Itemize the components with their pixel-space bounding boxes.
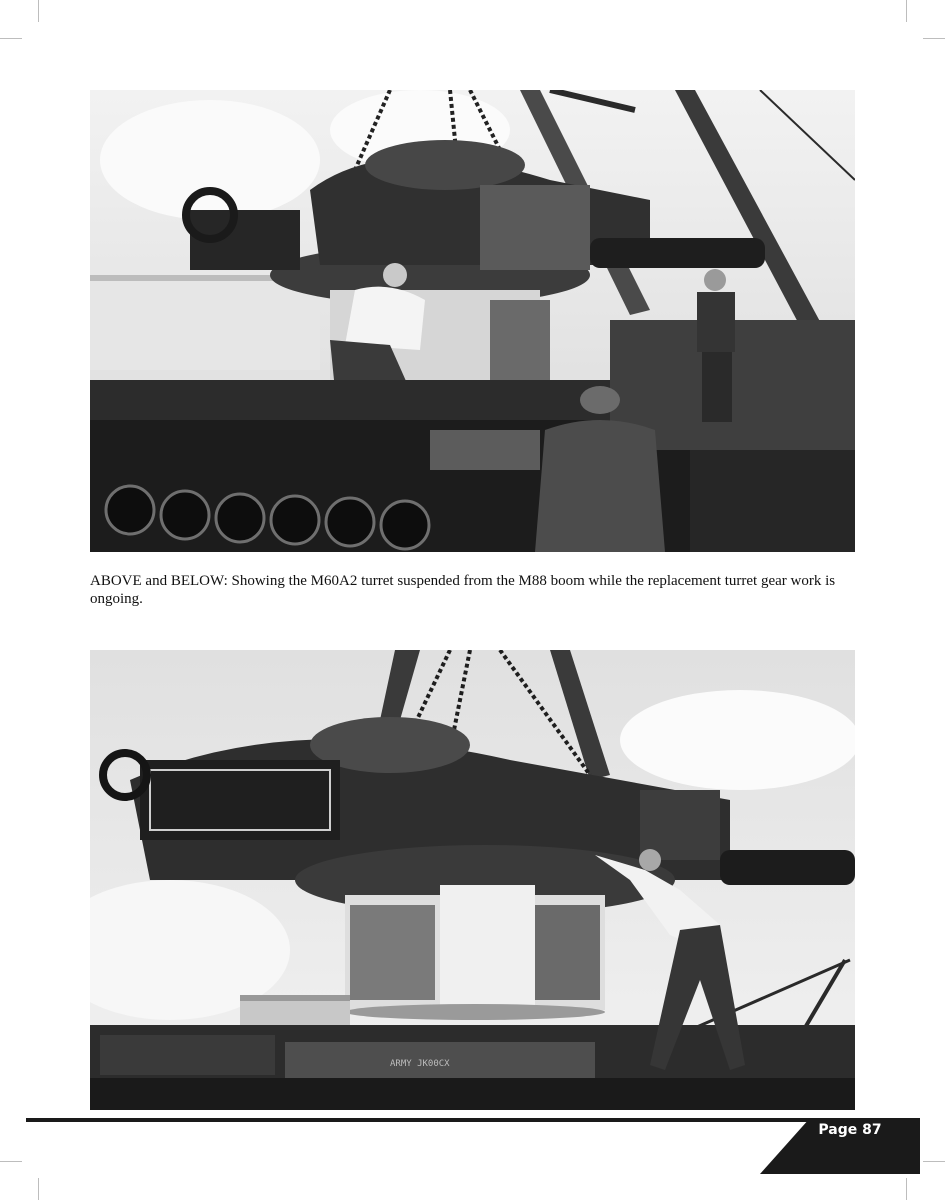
crop-mark xyxy=(38,1178,39,1200)
crop-mark xyxy=(923,1161,945,1162)
photo-caption: ABOVE and BELOW: Showing the M60A2 turret suspended from the M88 boom while the replacement turret gear work is ongoing. xyxy=(90,573,836,607)
photo-bottom-image xyxy=(90,650,855,1110)
crop-mark xyxy=(0,1161,22,1162)
crop-mark xyxy=(906,0,907,22)
crop-mark xyxy=(38,0,39,22)
page-number: Page 87 xyxy=(818,1122,882,1138)
crop-mark xyxy=(923,38,945,39)
photo-top-image xyxy=(90,90,855,552)
crop-mark xyxy=(0,38,22,39)
hull-markings: ARMY JK00CX xyxy=(390,1059,450,1069)
crop-mark xyxy=(906,1178,907,1200)
photo-bottom xyxy=(90,650,855,1110)
photo-top xyxy=(90,90,855,552)
